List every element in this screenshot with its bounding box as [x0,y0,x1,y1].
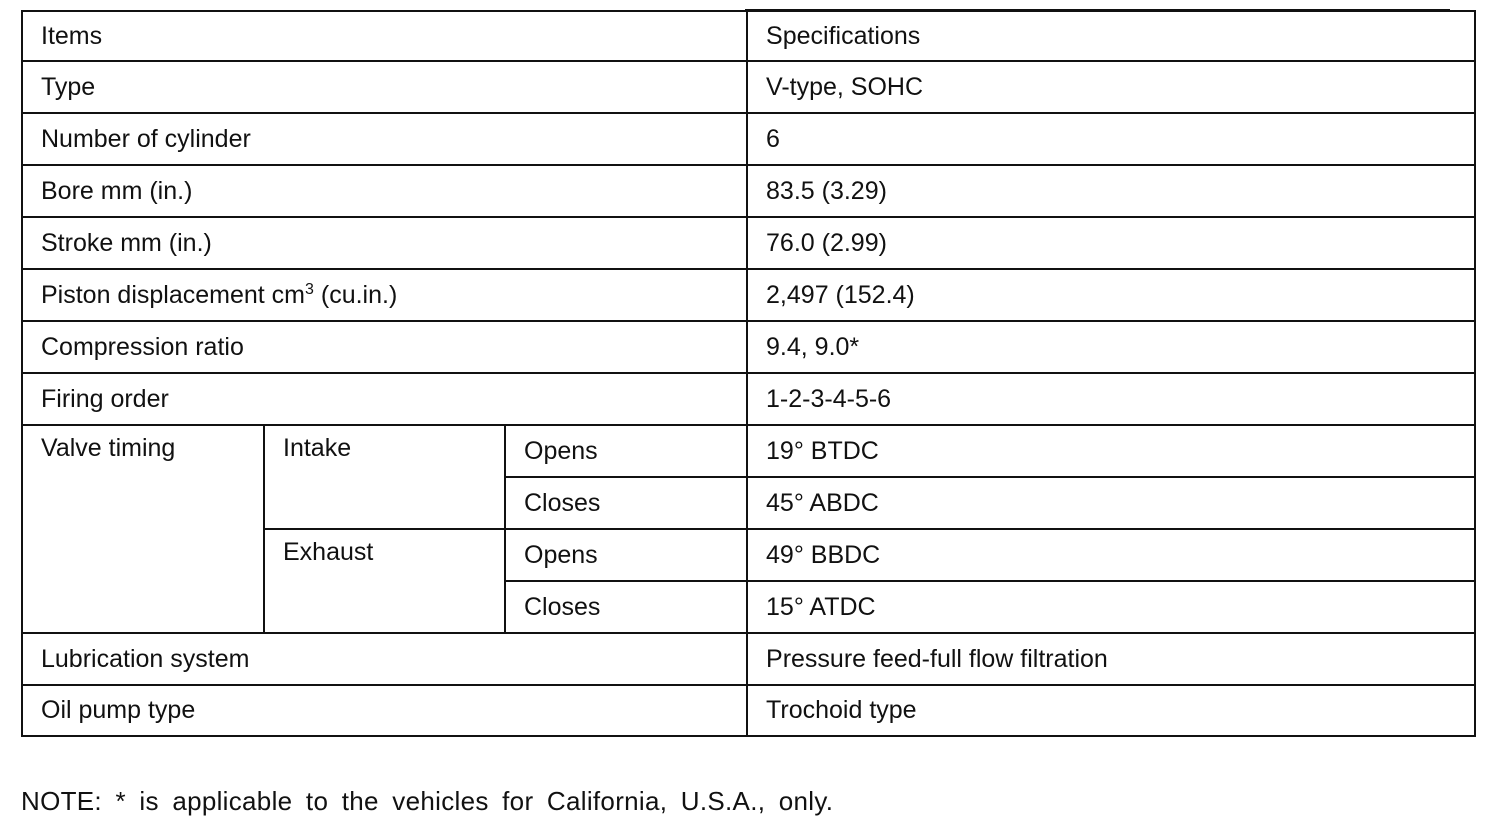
lubrication-value: Pressure feed-full flow filtration [747,633,1475,685]
compression-value: 9.4, 9.0* [747,321,1475,373]
table-row [22,61,1475,113]
oil-pump-label: Oil pump type [22,685,747,736]
type-label: Type [22,61,747,113]
bore-value: 83.5 (3.29) [747,165,1475,217]
firing-order-label: Firing order [22,373,747,425]
table-row [22,633,1475,685]
exhaust-opens-label: Opens [505,529,747,581]
table-row [22,217,1475,269]
stroke-value: 76.0 (2.99) [747,217,1475,269]
displacement-label-text: Piston displacement cm [41,280,306,309]
superscript-three: 3 [305,280,314,298]
exhaust-closes-value: 15° ATDC [747,581,1475,633]
type-value: V-type, SOHC [747,61,1475,113]
cylinders-value: 6 [747,113,1475,165]
exhaust-label: Exhaust [264,529,505,633]
bore-label: Bore mm (in.) [22,165,747,217]
compression-label: Compression ratio [22,321,747,373]
displacement-unit-text: (cu.in.) [313,280,398,309]
table-row [22,321,1475,373]
exhaust-closes-label: Closes [505,581,747,633]
valve-timing-label: Valve timing [22,425,264,633]
table-row [22,373,1475,425]
items-header: Items [22,11,747,61]
displacement-label [22,269,747,321]
firing-order-value: 1-2-3-4-5-6 [747,373,1475,425]
exhaust-opens-value: 49° BBDC [747,529,1475,581]
intake-closes-value: 45° ABDC [747,477,1475,529]
displacement-value: 2,497 (152.4) [747,269,1475,321]
table-row [22,425,1475,477]
specifications-header: Specifications [747,11,1475,61]
table-row [22,165,1475,217]
footnote: NOTE: * is applicable to the vehicles for California, U.S.A., only. [21,786,834,816]
stroke-label: Stroke mm (in.) [22,217,747,269]
intake-label: Intake [264,425,505,529]
lubrication-label: Lubrication system [22,633,747,685]
intake-opens-label: Opens [505,425,747,477]
table-row [22,113,1475,165]
cylinders-label: Number of cylinder [22,113,747,165]
intake-closes-label: Closes [505,477,747,529]
table-row [22,269,1475,321]
intake-opens-value: 19° BTDC [747,425,1475,477]
table-header-row [22,11,1475,61]
table-row [22,685,1475,736]
engine-spec-table [21,10,1476,737]
oil-pump-value: Trochoid type [747,685,1475,736]
